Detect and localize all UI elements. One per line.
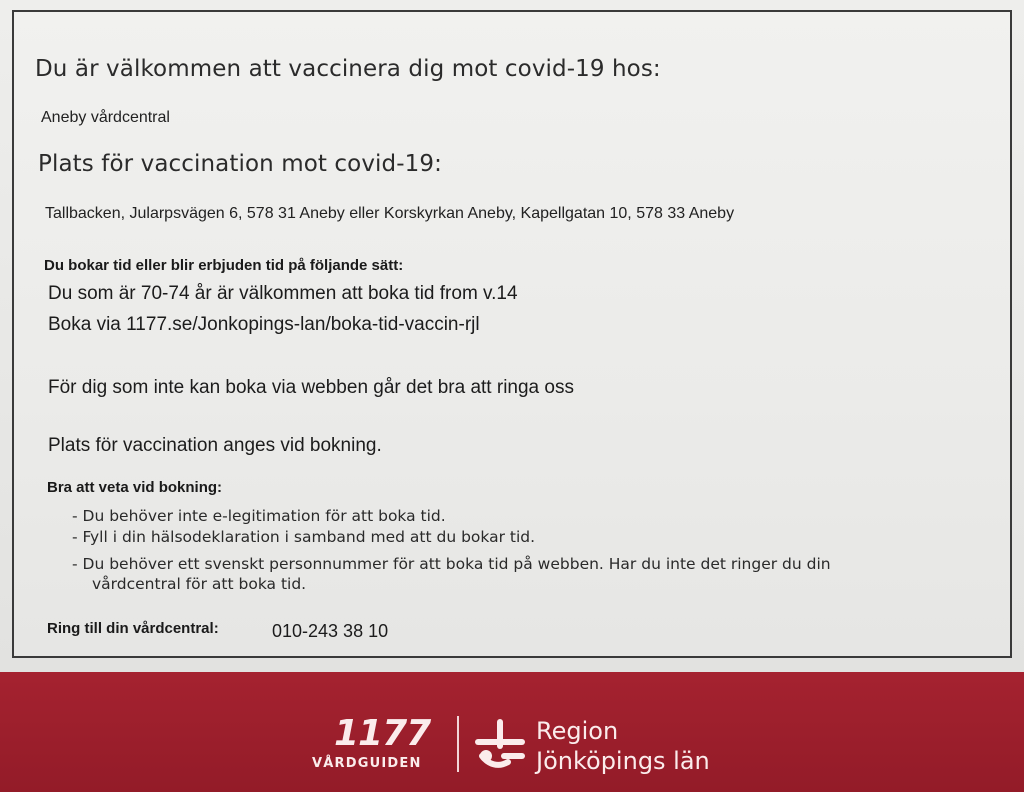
region-line-1: Region: [536, 717, 619, 745]
clinic-name: Aneby vårdcentral: [41, 109, 170, 126]
logo-1177-number: 1177: [334, 713, 431, 754]
region-line-2: Jönköpings län: [536, 747, 710, 775]
bullet-item: - Du behöver inte e-legitimation för att boka tid.: [72, 507, 446, 525]
logo-1177-vardguiden: [312, 713, 442, 776]
bullet-item: - Fyll i din hälsodeklaration i samband med att du bokar tid.: [72, 528, 536, 546]
place-info: Plats för vaccination anges vid bokning.: [48, 435, 382, 456]
location-text: Tallbacken, Jularpsvägen 6, 578 31 Aneby eller Korskyrkan Aneby, Kapellgatan 10, 578 33 Aneby: [45, 205, 735, 222]
booking-line-url: Boka via 1177.se/Jonkopings-lan/boka-tid-vaccin-rjl: [48, 314, 480, 335]
welcome-heading: Du är välkommen att vaccinera dig mot covid-19 hos:: [35, 56, 661, 82]
logo-1177-sub: VÅRDGUIDEN: [312, 756, 422, 771]
bullet-item: - Du behöver ett svenskt personnummer för att boka tid på webben. Har du inte det ringer du din: [72, 555, 831, 573]
bullet-item-continuation: vårdcentral för att boka tid.: [92, 575, 307, 593]
call-number: 010-243 38 10: [272, 621, 389, 641]
good-to-know-heading: Bra att veta vid bokning:: [47, 479, 223, 496]
call-label: Ring till din vårdcentral:: [47, 620, 219, 637]
region-name: [536, 716, 710, 776]
logo-divider: [457, 716, 459, 772]
region-cross-icon: [472, 716, 532, 776]
phone-info: För dig som inte kan boka via webben går det bra att ringa oss: [48, 377, 574, 398]
location-heading: Plats för vaccination mot covid-19:: [38, 151, 442, 177]
booking-heading: Du bokar tid eller blir erbjuden tid på följande sätt:: [44, 257, 404, 274]
region-logo-icon: [472, 716, 532, 776]
booking-line-age: Du som är 70-74 år är välkommen att boka tid from v.14: [48, 283, 518, 304]
